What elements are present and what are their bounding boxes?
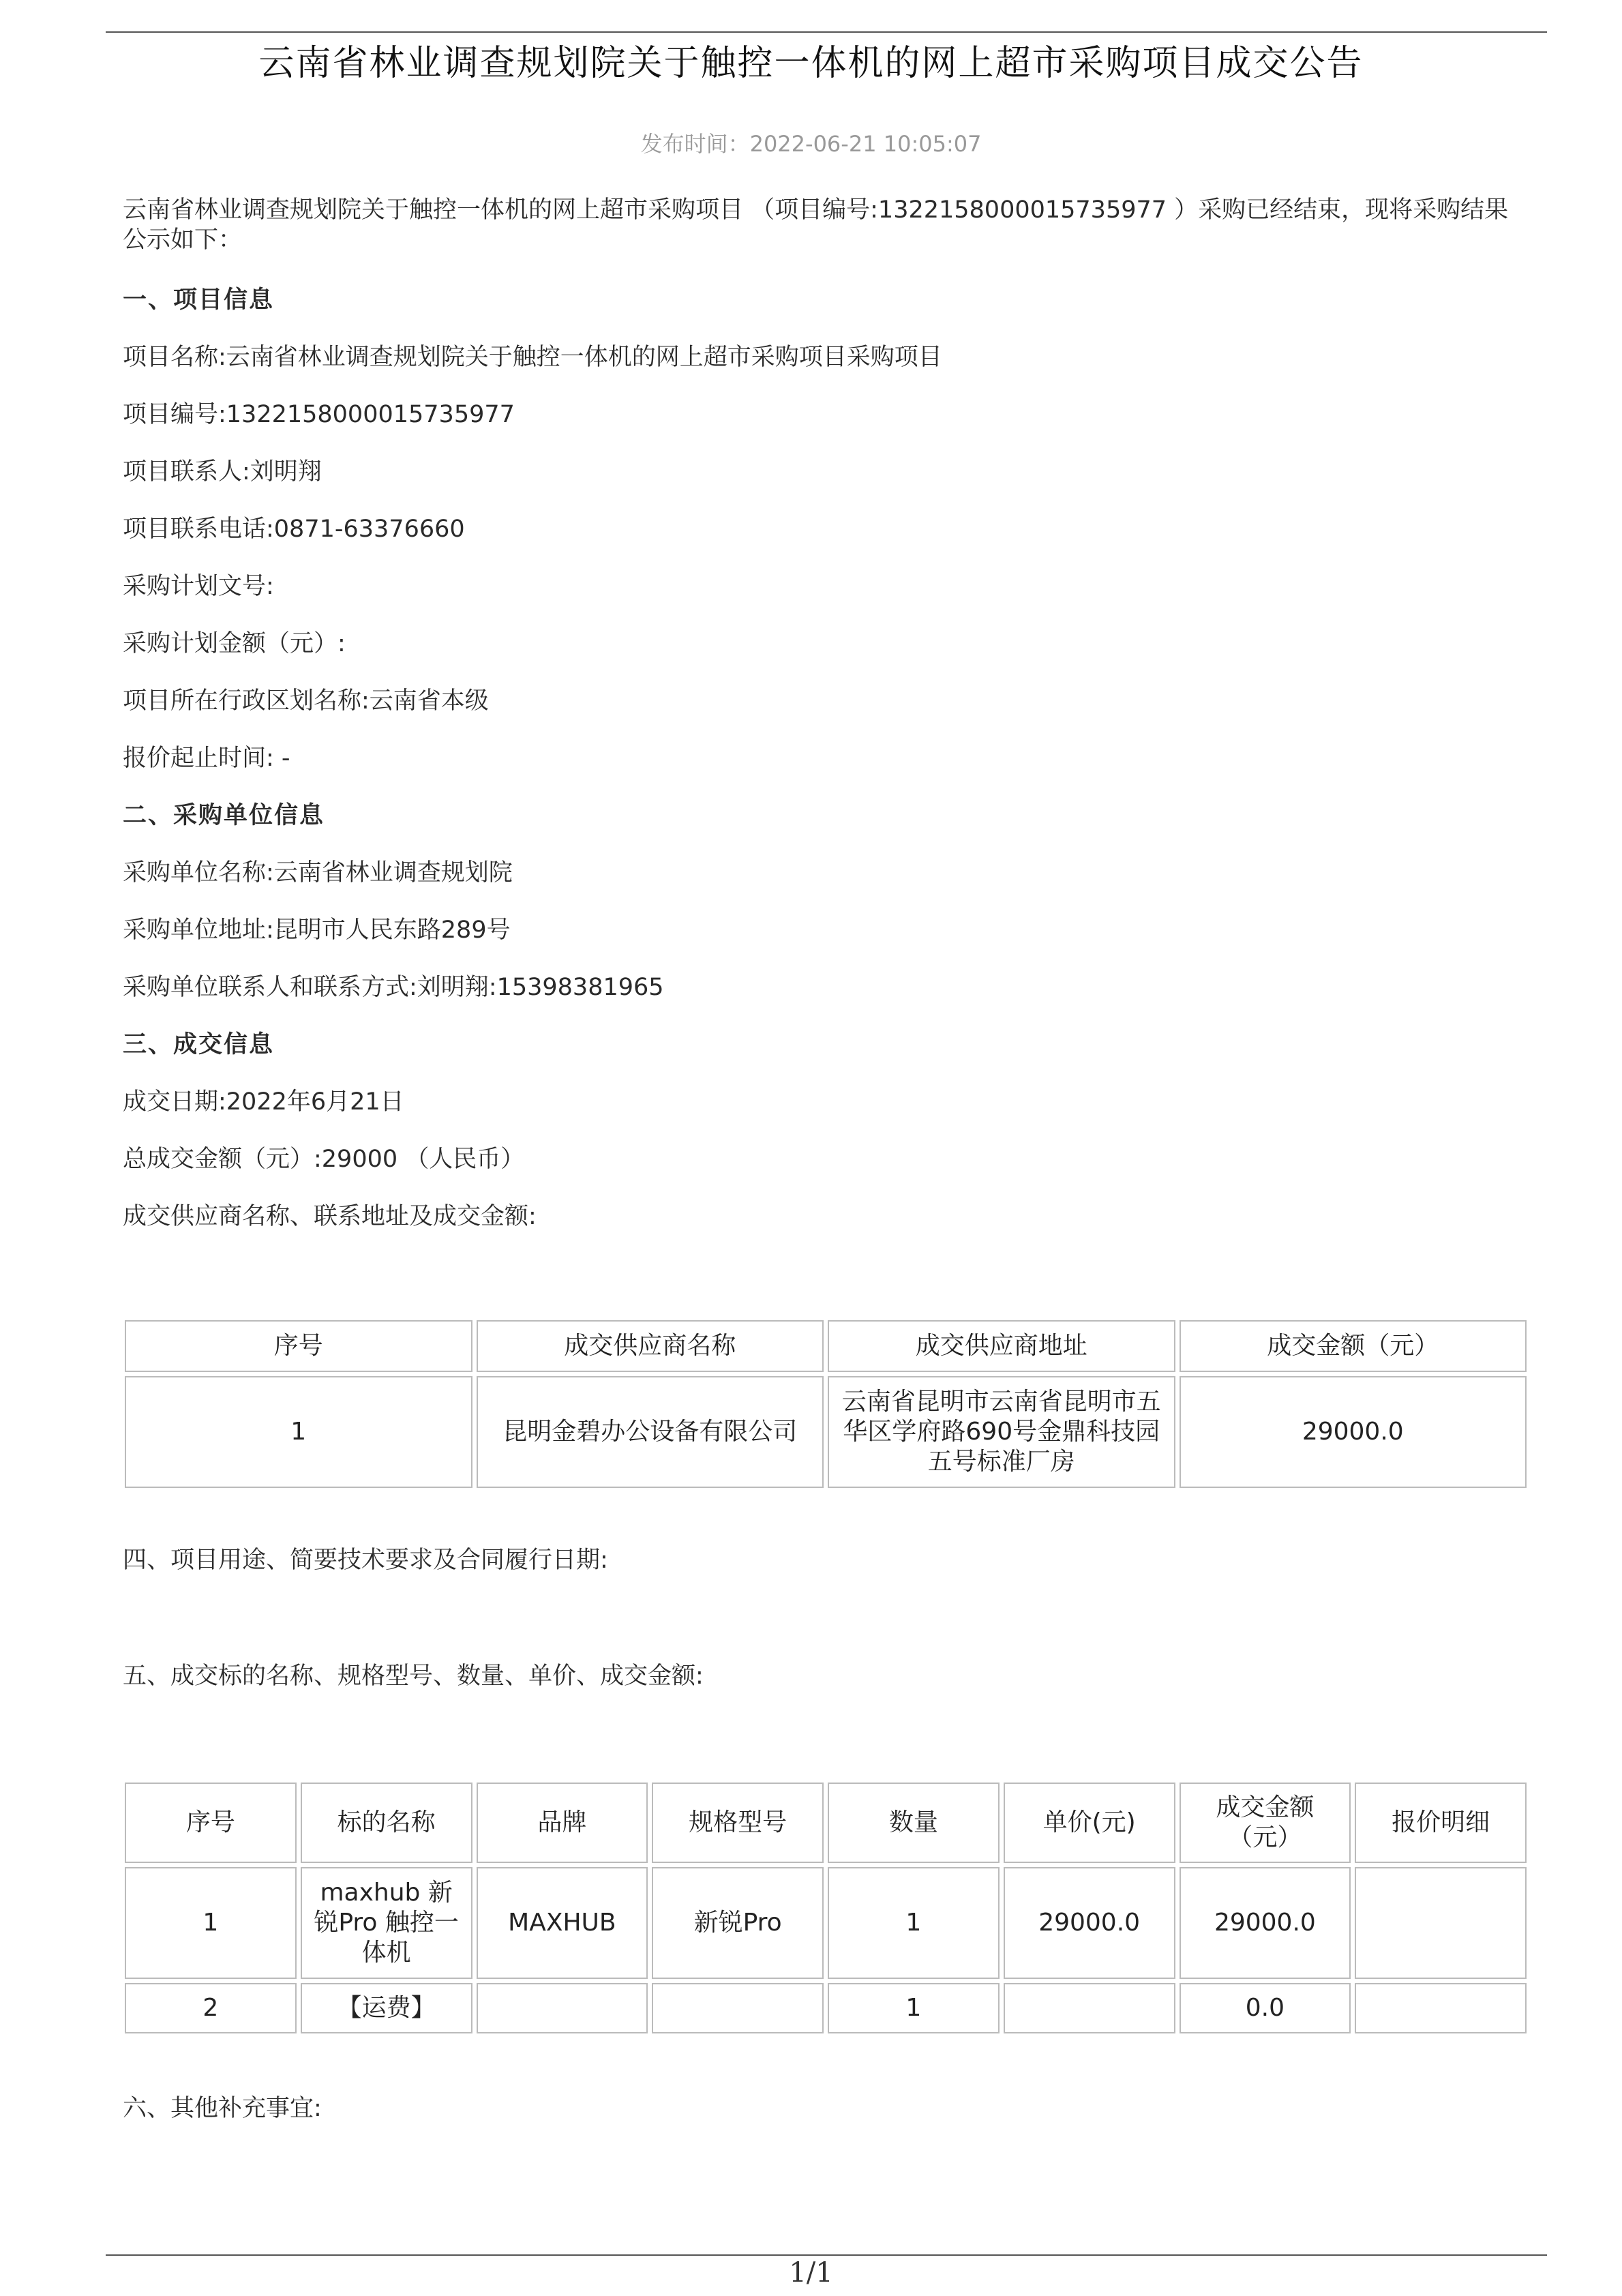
section-heading-project: 一、项目信息: [123, 286, 275, 314]
project-number: 项目编号:1322158000015735977: [123, 401, 515, 428]
top-rule: [106, 31, 1547, 33]
table-cell: 2: [125, 1983, 297, 2033]
section-heading-buyer: 二、采购单位信息: [123, 802, 325, 829]
table-header-cell: 序号: [125, 1783, 297, 1863]
table-cell: 新锐Pro: [652, 1867, 824, 1979]
publish-time-value: 2022-06-21 10:05:07: [749, 131, 982, 157]
table-header-row: [125, 1320, 1527, 1372]
publish-time: [0, 127, 1622, 158]
publish-time-label: 发布时间：: [640, 131, 750, 157]
buyer-contact: 采购单位联系人和联系方式:刘明翔:15398381965: [123, 974, 664, 1001]
table-row: [125, 1983, 1527, 2033]
table-header-row: [125, 1783, 1527, 1863]
deal-date: 成交日期:2022年6月21日: [123, 1088, 404, 1116]
project-phone: 项目联系电话:0871-63376660: [123, 516, 465, 543]
quote-time: 报价起止时间: -: [123, 745, 290, 772]
bottom-rule: [106, 2254, 1547, 2256]
table-header-cell: 标的名称: [301, 1783, 472, 1863]
plan-number: 采购计划文号:: [123, 573, 274, 600]
table-header-cell: 报价明细: [1355, 1783, 1527, 1863]
table-cell: [1355, 1983, 1527, 2033]
intro-paragraph: 云南省林业调查规划院关于触控一体机的网上超市采购项目 （项目编号:1322158000015735977 ）采购已经结束，现将采购结果公示如下：: [123, 196, 1509, 254]
table-cell: [477, 1983, 648, 2033]
table-header-cell: 成交金额（元）: [1180, 1320, 1527, 1372]
table-cell: maxhub 新锐Pro 触控一体机: [301, 1867, 472, 1979]
items-table: [121, 1778, 1531, 2038]
page-number: 1/1: [789, 2257, 833, 2288]
plan-amount: 采购计划金额（元）:: [123, 630, 346, 657]
page-title: 云南省林业调查规划院关于触控一体机的网上超市采购项目成交公告: [258, 43, 1364, 84]
table-cell: 1: [828, 1983, 1000, 2033]
table-header-cell: 数量: [828, 1783, 1000, 1863]
table-header-cell: 单价(元): [1004, 1783, 1175, 1863]
table-cell: MAXHUB: [477, 1867, 648, 1979]
section-heading-deal: 三、成交信息: [123, 1031, 275, 1058]
table-cell: 【运费】: [301, 1983, 472, 2033]
supplier-table: [121, 1316, 1531, 1492]
section-heading-other: 六、其他补充事宜:: [123, 2095, 322, 2122]
section-heading-items: 五、成交标的名称、规格型号、数量、单价、成交金额:: [123, 1663, 704, 1690]
table-header-cell: 序号: [125, 1320, 472, 1372]
table-cell: 0.0: [1180, 1983, 1351, 2033]
table-header-cell: 成交金额（元）: [1180, 1783, 1351, 1863]
table-row: [125, 1867, 1527, 1979]
table-cell: 云南省昆明市云南省昆明市五华区学府路690号金鼎科技园五号标准厂房: [828, 1376, 1175, 1488]
table-cell: 29000.0: [1180, 1376, 1527, 1488]
project-region: 项目所在行政区划名称:云南省本级: [123, 687, 489, 715]
table-header-cell: 规格型号: [652, 1783, 824, 1863]
table-cell: [1004, 1983, 1175, 2033]
table-cell: [652, 1983, 824, 2033]
table-cell: [1355, 1867, 1527, 1979]
buyer-address: 采购单位地址:昆明市人民东路289号: [123, 916, 511, 944]
section-heading-usage: 四、项目用途、简要技术要求及合同履行日期:: [123, 1547, 608, 1574]
table-header-cell: 成交供应商地址: [828, 1320, 1175, 1372]
table-cell: 1: [125, 1376, 472, 1488]
supplier-label: 成交供应商名称、联系地址及成交金额:: [123, 1203, 537, 1230]
deal-total: 总成交金额（元）:29000 （人民币）: [123, 1146, 525, 1173]
project-contact: 项目联系人:刘明翔: [123, 458, 322, 486]
project-name: 项目名称:云南省林业调查规划院关于触控一体机的网上超市采购项目采购项目: [123, 344, 942, 371]
table-cell: 29000.0: [1180, 1867, 1351, 1979]
table-row: [125, 1376, 1527, 1488]
table-cell: 1: [828, 1867, 1000, 1979]
table-cell: 1: [125, 1867, 297, 1979]
buyer-name: 采购单位名称:云南省林业调查规划院: [123, 859, 513, 886]
table-header-cell: 品牌: [477, 1783, 648, 1863]
table-header-cell: 成交供应商名称: [477, 1320, 824, 1372]
table-cell: 29000.0: [1004, 1867, 1175, 1979]
table-cell: 昆明金碧办公设备有限公司: [477, 1376, 824, 1488]
